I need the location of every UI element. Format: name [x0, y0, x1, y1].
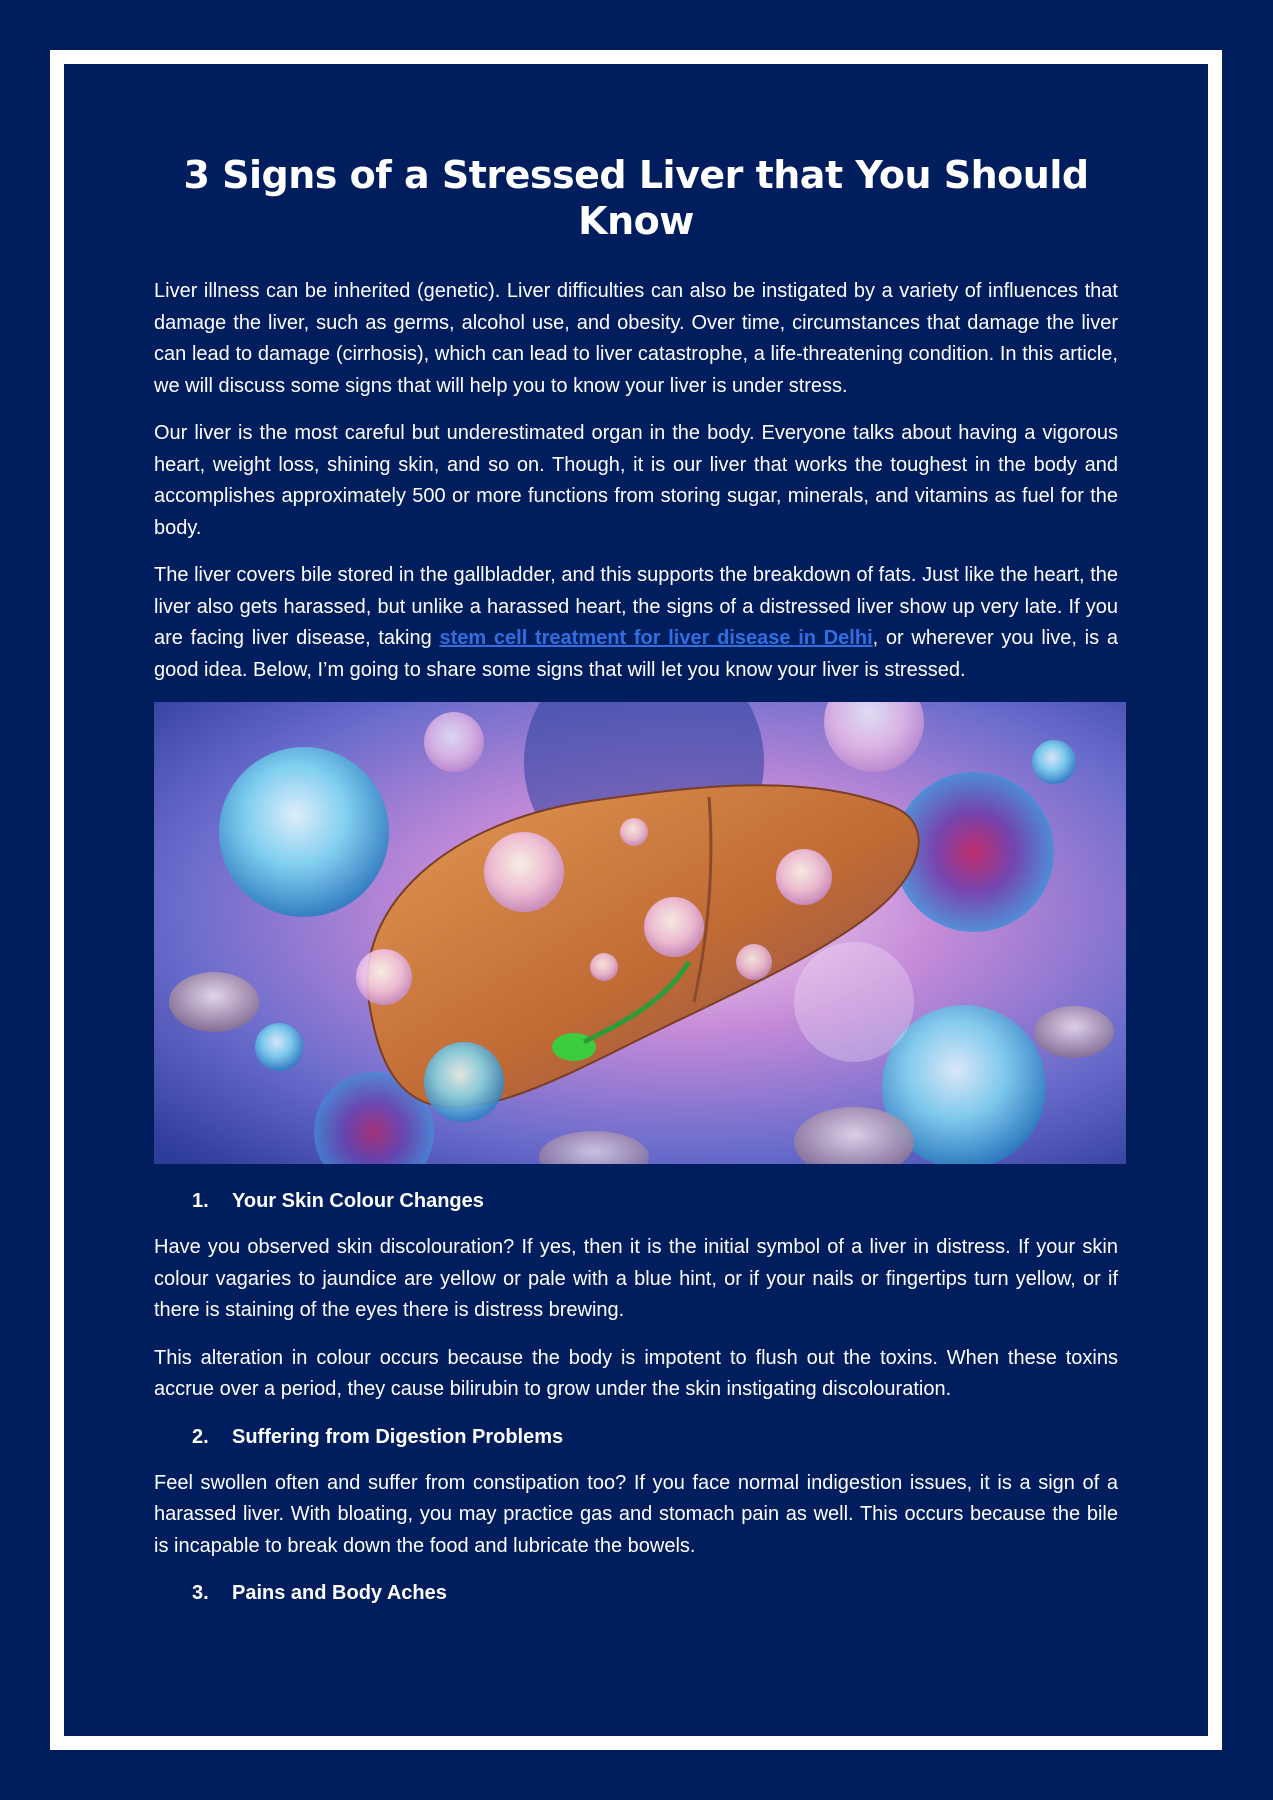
article: [154, 152, 1118, 1624]
sign-3-heading: [192, 1578, 1118, 1608]
intro-paragraph-2: Our liver is the most careful but underestimated organ in the body. Everyone talks about having a vigorous heart, weight loss, shining skin, and so on. Though, it is our liver that works the toughest in the body and accomplishes approximately 500 or more functions from storing sugar, minerals, and vitamins as fuel for the body.: [154, 422, 1118, 539]
sign-2-number: 2.: [192, 1425, 209, 1448]
sign-1-heading: [192, 1186, 1118, 1216]
sign-1-paragraph-1: Have you observed skin discolouration? If yes, then it is the initial symbol of a liver in distress. If your skin colour vagaries to jaundice are yellow or pale with a blue hint, or if your nails or fingertips turn yellow, or if there is staining of the eyes there is distress brewing.: [154, 1236, 1118, 1321]
sign-3-title: Pains and Body Aches: [232, 1582, 447, 1604]
link-paragraph-before: The liver covers bile stored in the gallbladder, and this supports the breakdown of fats. Just like the heart, the liver also gets harassed, but unlike a harassed heart, the signs of a distressed liver show up very late. If you are facing liver disease, taking: [154, 564, 1118, 649]
sign-3-number: 3.: [192, 1582, 209, 1604]
sign-1-number: 1.: [192, 1190, 209, 1212]
liver-illustration: [154, 702, 1126, 1164]
sign-2-heading: [192, 1422, 1118, 1452]
link-paragraph-after: , or wherever you live, is a good idea. Below, I’m going to share some signs that will let you know your liver is stressed.: [154, 627, 1118, 681]
intro-paragraph-1: Liver illness can be inherited (genetic). Liver difficulties can also be instigated by a variety of influences that damage the liver, such as germs, alcohol use, and obesity. Over time, circumstances that damage the liver can lead to damage (cirrhosis), which can lead to liver catastrophe, a life-threatening condition. In this article, we will discuss some signs that will help you to know your liver is under stress.: [154, 280, 1118, 397]
sign-1-title: Your Skin Colour Changes: [232, 1190, 484, 1212]
intro-paragraph-3: [154, 560, 1118, 686]
stem-cell-treatment-link[interactable]: stem cell treatment for liver disease in Delhi: [439, 627, 873, 649]
article-title: 3 Signs of a Stressed Liver that You Should Know: [183, 153, 1089, 243]
sign-1-paragraph-2: This alteration in colour occurs because the body is impotent to flush out the toxins. When these toxins accrue over a period, they cause bilirubin to grow under the skin instigating discolouration.: [154, 1346, 1118, 1400]
sign-2-title: Suffering from Digestion Problems: [232, 1425, 564, 1448]
sign-2-paragraph-1: Feel swollen often and suffer from constipation too? If you face normal indigestion issues, it is a sign of a harassed liver. With bloating, you may practice gas and stomach pain as well. This occurs because the bile is incapable to break down the food and lubricate the bowels.: [154, 1471, 1118, 1557]
